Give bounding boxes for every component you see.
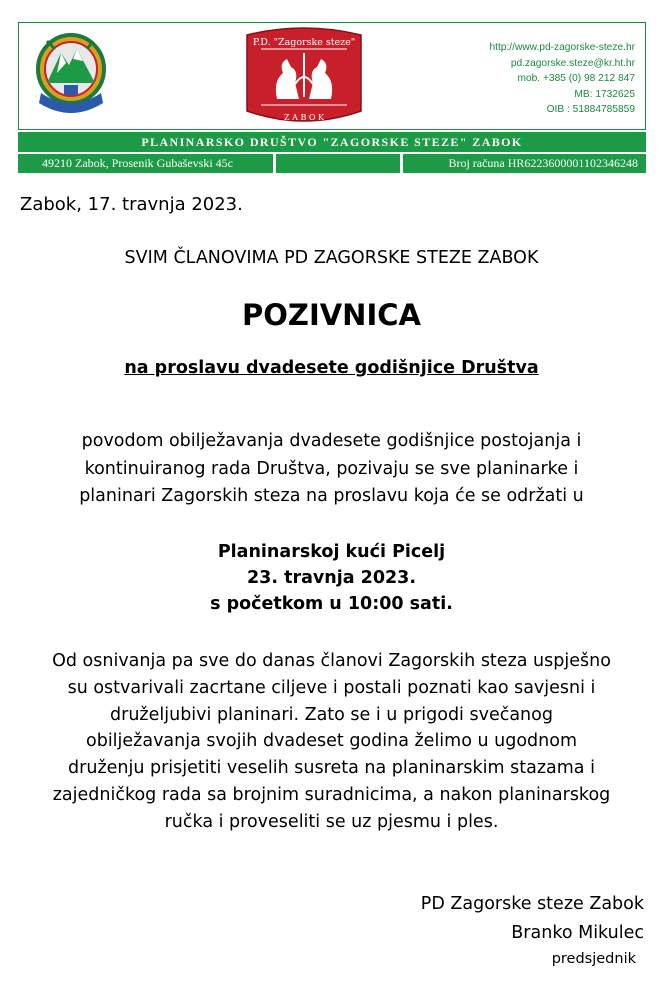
signature-org: PD Zagorske steze Zabok [420, 894, 644, 914]
invitation-title: POZIVNICA [242, 298, 421, 332]
paragraph-line: obilježavanja svojih dvadeset godina želimo u ugodnom [86, 731, 577, 752]
empty-info-cell [276, 154, 400, 173]
paragraph-line: zajedničkog rada sa brojnim suradnicima, a nakon planinarskog [52, 784, 611, 805]
paragraph-line: druženju prisjetiti veselih susreta na planinarskim stazama i [68, 758, 595, 779]
history-paragraph [0, 648, 663, 836]
letter-date: Zabok, 17. travnja 2023. [20, 194, 243, 215]
oib-number: OIB : 51884785859 [546, 104, 635, 116]
invitation-subtitle: na proslavu dvadesete godišnjice Društva [124, 358, 539, 378]
event-date: 23. travnja 2023. [246, 568, 417, 588]
zagorske-steze-logo [241, 27, 367, 127]
logo-center-top-text: P.D. "Zagorske steze" [252, 37, 356, 48]
paragraph-line: Od osnivanja pa sve do danas članovi Zagorskih steza uspješno [52, 651, 611, 671]
event-place: Planinarskoj kući Picelj [217, 542, 446, 562]
signature-block [421, 890, 644, 970]
signature-role: predsjednik [551, 951, 636, 967]
signature-name: Branko Mikulec [511, 923, 644, 943]
paragraph-line: kontinuiranog rada Društva, pozivaju se sve planinarke i [84, 458, 579, 479]
paragraph-line: su ostvarivali zacrtane ciljeve i postali poznati kao savjesni i [67, 677, 596, 698]
letterhead [18, 22, 648, 174]
contact-block [489, 40, 635, 118]
paragraph-line: planinari Zagorskih steza na proslavu koja će se održati u [79, 486, 584, 506]
organization-name-band: PLANINARSKO DRUŠTVO "ZAGORSKE STEZE" ZABOK [18, 132, 646, 152]
intro-paragraph [0, 428, 663, 511]
society-emblem-logo [33, 29, 109, 121]
paragraph-line: povodom obilježavanja dvadesete godišnjice postojanja i [81, 431, 582, 451]
event-time: s početkom u 10:00 sati. [210, 594, 453, 614]
paragraph-line: druželjubivi planinari. Zato se i u prigodi svečanog [110, 704, 553, 725]
event-details [0, 539, 663, 617]
website-url[interactable]: http://www.pd-zagorske-steze.hr [489, 42, 635, 53]
letterhead-info-row [18, 154, 646, 173]
logo-center-bottom-text: Z A B O K [284, 113, 324, 122]
letterhead-box [18, 22, 646, 130]
phone-number: mob. +385 (0) 98 212 847 [517, 73, 635, 85]
bank-account-cell: Broj računa HR6223600001102346248 [403, 154, 646, 173]
paragraph-line: ručka i proveseliti se uz pjesmu i ples. [164, 811, 499, 832]
address-cell: 49210 Zabok, Prosenik Gubaševski 45c [18, 154, 273, 173]
mb-number: MB: 1732625 [574, 88, 635, 100]
recipients-line: SVIM ČLANOVIMA PD ZAGORSKE STEZE ZABOK [124, 248, 539, 268]
email-address[interactable]: pd.zagorske.steze@kr.ht.hr [510, 57, 635, 69]
